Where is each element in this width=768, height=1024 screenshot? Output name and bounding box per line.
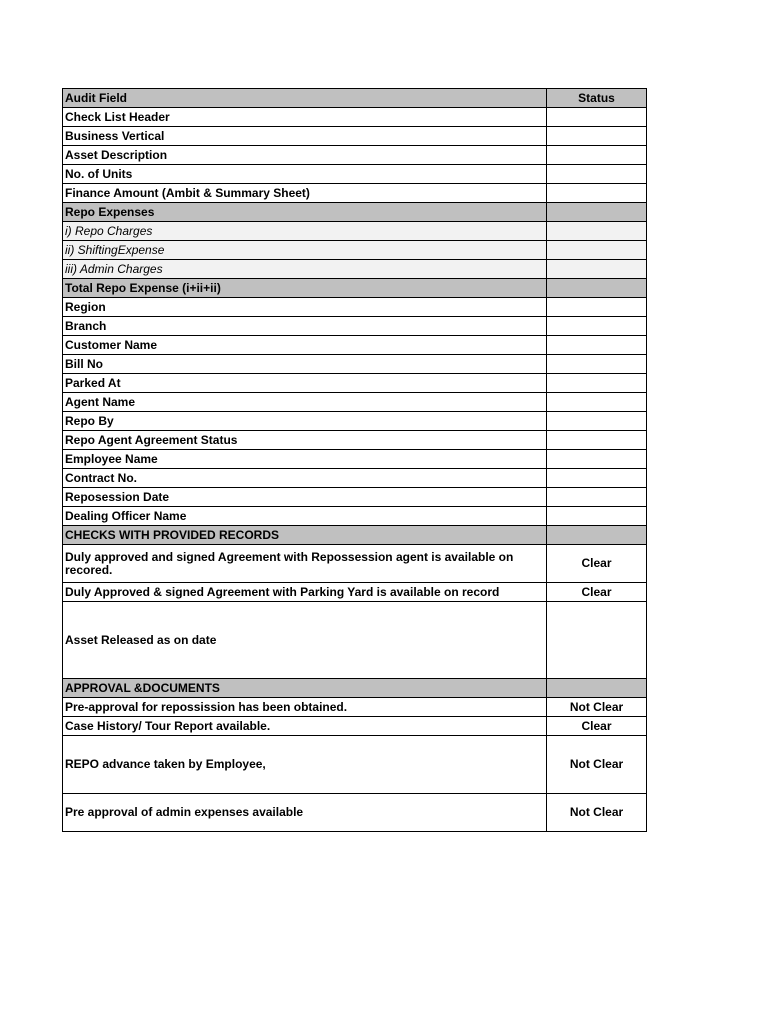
audit-field-cell: Branch xyxy=(63,317,547,336)
audit-field-cell: REPO advance taken by Employee, xyxy=(63,736,547,794)
status-cell xyxy=(547,108,647,127)
section-header-row xyxy=(63,279,647,298)
table-row xyxy=(63,374,647,393)
section-header-row xyxy=(63,203,647,222)
status-cell: Not Clear xyxy=(547,736,647,794)
audit-field-cell: Repo Agent Agreement Status xyxy=(63,431,547,450)
table-row xyxy=(63,794,647,832)
table-row xyxy=(63,184,647,203)
table-row xyxy=(63,602,647,679)
status-cell xyxy=(547,412,647,431)
audit-field-cell: Repo By xyxy=(63,412,547,431)
table-row xyxy=(63,736,647,794)
table-row xyxy=(63,317,647,336)
status-cell xyxy=(547,602,647,679)
status-cell: Not Clear xyxy=(547,794,647,832)
table-row xyxy=(63,241,647,260)
audit-field-cell: Parked At xyxy=(63,374,547,393)
audit-checklist-table xyxy=(62,88,647,832)
table-row xyxy=(63,165,647,184)
status-cell xyxy=(547,374,647,393)
audit-field-cell: Pre-approval for repossission has been obtained. xyxy=(63,698,547,717)
status-cell xyxy=(547,431,647,450)
audit-field-cell: Duly Approved & signed Agreement with Parking Yard is available on record xyxy=(63,583,547,602)
audit-field-cell: Duly approved and signed Agreement with Repossession agent is available on recored. xyxy=(63,545,547,583)
header-status: Status xyxy=(547,89,647,108)
status-cell xyxy=(547,203,647,222)
table-row xyxy=(63,222,647,241)
status-cell: Clear xyxy=(547,545,647,583)
audit-field-cell: No. of Units xyxy=(63,165,547,184)
status-cell xyxy=(547,469,647,488)
audit-field-cell: Region xyxy=(63,298,547,317)
audit-field-cell: Reposession Date xyxy=(63,488,547,507)
audit-field-cell: Finance Amount (Ambit & Summary Sheet) xyxy=(63,184,547,203)
audit-field-cell: iii) Admin Charges xyxy=(63,260,547,279)
audit-field-cell: Agent Name xyxy=(63,393,547,412)
section-header-row xyxy=(63,526,647,545)
section-header-cell: Total Repo Expense (i+ii+ii) xyxy=(63,279,547,298)
table-row xyxy=(63,260,647,279)
status-cell xyxy=(547,507,647,526)
table-row xyxy=(63,298,647,317)
table-row xyxy=(63,583,647,602)
table-row xyxy=(63,507,647,526)
table-row xyxy=(63,108,647,127)
status-cell xyxy=(547,679,647,698)
status-cell xyxy=(547,260,647,279)
table-row xyxy=(63,698,647,717)
status-cell xyxy=(547,165,647,184)
audit-field-cell: Asset Released as on date xyxy=(63,602,547,679)
audit-field-cell: Asset Description xyxy=(63,146,547,165)
table-row xyxy=(63,545,647,583)
table-row xyxy=(63,717,647,736)
status-cell xyxy=(547,146,647,165)
audit-field-cell: Contract No. xyxy=(63,469,547,488)
section-header-cell: Repo Expenses xyxy=(63,203,547,222)
audit-field-cell: i) Repo Charges xyxy=(63,222,547,241)
status-cell: Not Clear xyxy=(547,698,647,717)
table-row xyxy=(63,431,647,450)
status-cell xyxy=(547,355,647,374)
status-cell: Clear xyxy=(547,717,647,736)
audit-field-cell: Pre approval of admin expenses available xyxy=(63,794,547,832)
audit-field-cell: Employee Name xyxy=(63,450,547,469)
section-header-cell: APPROVAL &DOCUMENTS xyxy=(63,679,547,698)
audit-field-cell: Bill No xyxy=(63,355,547,374)
table-header-row xyxy=(63,89,647,108)
table-row xyxy=(63,488,647,507)
section-header-row xyxy=(63,679,647,698)
audit-field-cell: Dealing Officer Name xyxy=(63,507,547,526)
table-row xyxy=(63,450,647,469)
status-cell xyxy=(547,526,647,545)
audit-field-cell: Business Vertical xyxy=(63,127,547,146)
status-cell xyxy=(547,450,647,469)
table-row xyxy=(63,469,647,488)
table-row xyxy=(63,355,647,374)
table-row xyxy=(63,336,647,355)
table-row xyxy=(63,412,647,431)
status-cell xyxy=(547,298,647,317)
status-cell xyxy=(547,184,647,203)
audit-field-cell: Check List Header xyxy=(63,108,547,127)
status-cell xyxy=(547,279,647,298)
audit-table-body xyxy=(63,89,647,832)
audit-field-cell: ii) ShiftingExpense xyxy=(63,241,547,260)
status-cell xyxy=(547,336,647,355)
header-audit-field: Audit Field xyxy=(63,89,547,108)
table-row xyxy=(63,393,647,412)
audit-field-cell: Customer Name xyxy=(63,336,547,355)
table-row xyxy=(63,146,647,165)
status-cell xyxy=(547,317,647,336)
status-cell xyxy=(547,241,647,260)
status-cell xyxy=(547,127,647,146)
table-row xyxy=(63,127,647,146)
status-cell xyxy=(547,393,647,412)
status-cell: Clear xyxy=(547,583,647,602)
audit-field-cell: Case History/ Tour Report available. xyxy=(63,717,547,736)
status-cell xyxy=(547,488,647,507)
status-cell xyxy=(547,222,647,241)
section-header-cell: CHECKS WITH PROVIDED RECORDS xyxy=(63,526,547,545)
